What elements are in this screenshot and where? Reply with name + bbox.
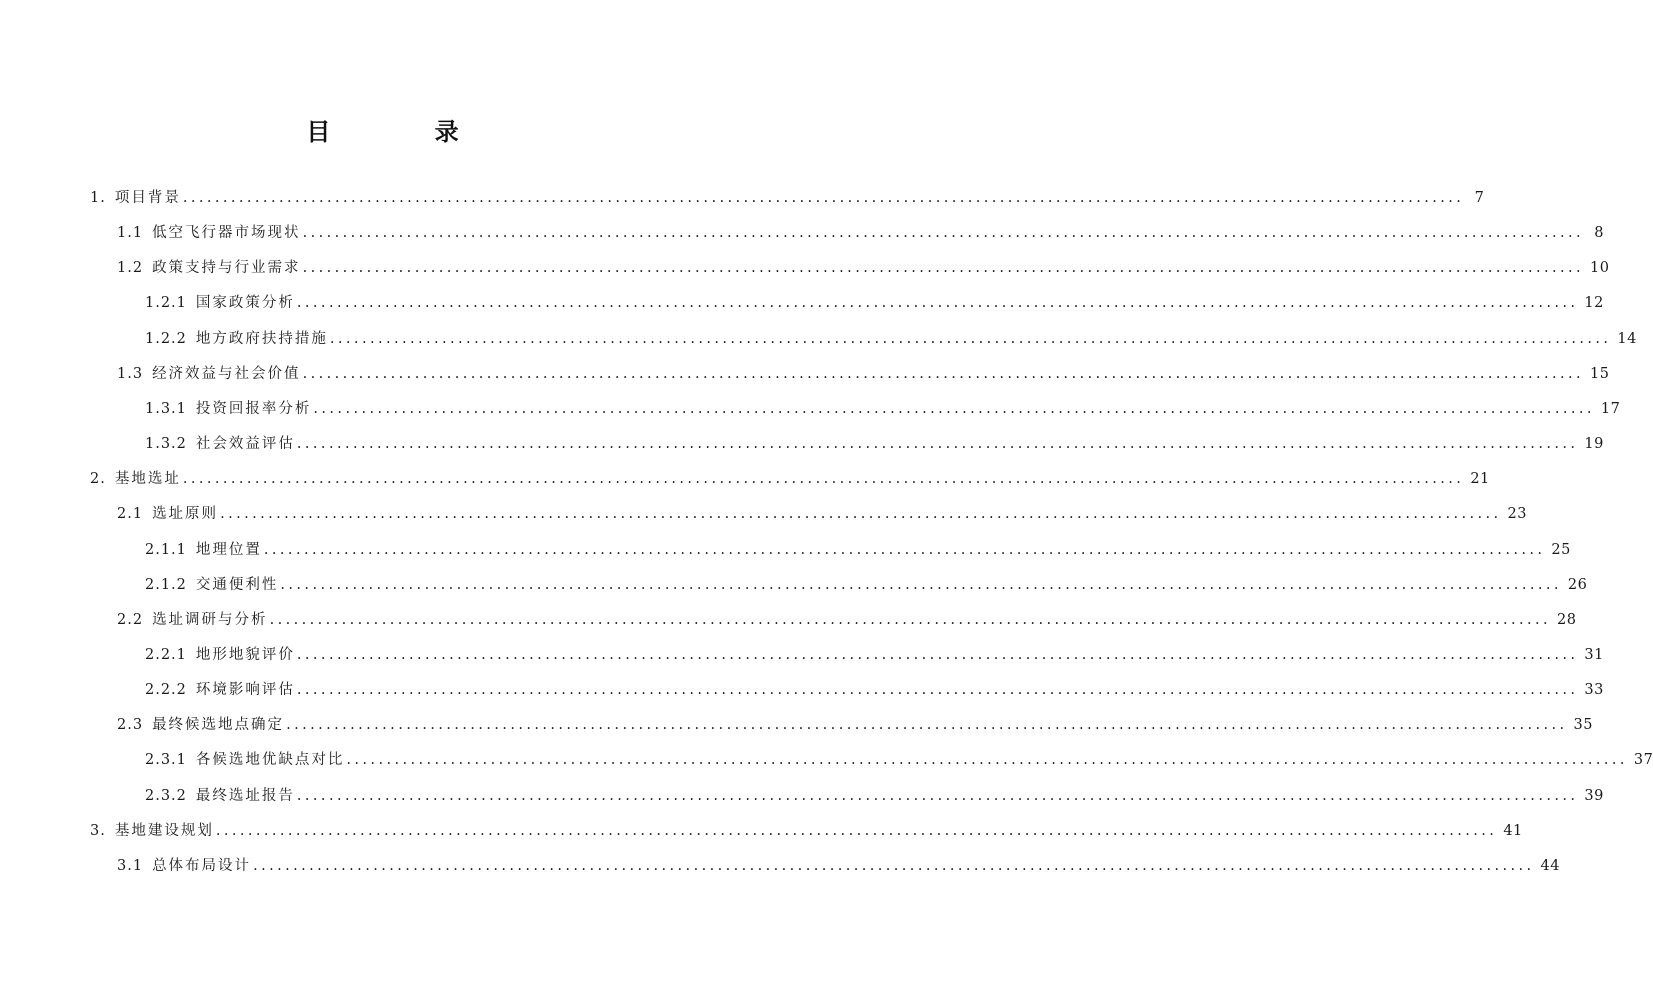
- toc-entry[interactable]: [145, 538, 1571, 562]
- toc-entry-page-number: 25: [1551, 542, 1571, 558]
- toc-entry-number: 1.3.1: [145, 401, 187, 417]
- toc-entry-title: 各候选地优缺点对比: [195, 752, 345, 768]
- toc-dot-leader: ................................................................................................................................................................: [269, 612, 1552, 628]
- toc-dot-leader: ................................................................................................................................................................: [263, 542, 1546, 558]
- toc-entry-page-number: 41: [1503, 823, 1523, 839]
- toc-dot-leader: ................................................................................................................................................................: [296, 682, 1579, 698]
- toc-entry-page-number: 37: [1633, 752, 1653, 768]
- toc-dot-leader: ................................................................................................................................................................: [302, 366, 1585, 382]
- toc-dot-leader: ................................................................................................................................................................: [296, 647, 1579, 663]
- toc-entry[interactable]: [145, 573, 1588, 597]
- toc-entry-title: 最终选址报告: [195, 788, 295, 804]
- toc-dot-leader: ................................................................................................................................................................: [296, 295, 1579, 311]
- toc-dot-leader: ................................................................................................................................................................: [182, 471, 1465, 487]
- toc-entry-number: 2.1.2: [145, 577, 187, 593]
- toc-entry-number: 2.2: [117, 612, 144, 628]
- toc-entry-page-number: 28: [1557, 612, 1577, 628]
- toc-entry-title: 总体布局设计: [152, 858, 252, 874]
- toc-dot-leader: ................................................................................................................................................................: [302, 260, 1585, 276]
- toc-entry-page-number: 15: [1590, 366, 1610, 382]
- toc-entry-title: 项目背景: [114, 190, 181, 206]
- toc-entry-number: 2.3.2: [145, 788, 187, 804]
- toc-entry-title: 选址调研与分析: [152, 612, 268, 628]
- toc-dot-leader: ................................................................................................................................................................: [296, 436, 1579, 452]
- toc-entry-page-number: 23: [1507, 506, 1527, 522]
- toc-entry[interactable]: [117, 256, 1610, 280]
- toc-entry-title: 投资回报率分析: [195, 401, 312, 417]
- toc-entry-page-number: 7: [1474, 190, 1485, 206]
- toc-entry-number: 1.1: [117, 225, 144, 241]
- toc-entry[interactable]: [117, 854, 1560, 878]
- toc-entry-number: 2.1.1: [145, 542, 187, 558]
- toc-entry-page-number: 19: [1584, 436, 1604, 452]
- toc-entry-number: 3.1: [117, 858, 144, 874]
- toc-entry[interactable]: [145, 678, 1604, 702]
- toc-entry-title: 选址原则: [152, 506, 219, 522]
- toc-entry-title: 最终候选地点确定: [152, 717, 285, 733]
- toc-entry-number: 2.2.1: [145, 647, 187, 663]
- toc-entry-page-number: 35: [1573, 717, 1593, 733]
- toc-entry[interactable]: [145, 291, 1604, 315]
- toc-dot-leader: ................................................................................................................................................................: [296, 788, 1579, 804]
- toc-entry-number: 2.2.2: [145, 682, 187, 698]
- toc-entry-title: 环境影响评估: [195, 682, 295, 698]
- toc-entry-title: 基地建设规划: [114, 823, 214, 839]
- toc-entry-number: 1.2: [117, 260, 144, 276]
- toc-entry-page-number: 17: [1600, 401, 1621, 417]
- toc-entry-page-number: 8: [1594, 225, 1605, 241]
- toc-dot-leader: ................................................................................................................................................................: [346, 752, 1628, 768]
- toc-entry-page-number: 39: [1584, 788, 1604, 804]
- toc-entry-title: 经济效益与社会价值: [152, 366, 301, 382]
- toc-entry-page-number: 33: [1584, 682, 1604, 698]
- toc-entry-title: 低空飞行器市场现状: [152, 225, 301, 241]
- toc-entry[interactable]: [145, 643, 1604, 667]
- toc-entry-page-number: 31: [1584, 647, 1604, 663]
- toc-entry-number: 1.3: [117, 366, 144, 382]
- toc-entry-page-number: 14: [1617, 331, 1637, 347]
- toc-dot-leader: ................................................................................................................................................................: [313, 401, 1595, 417]
- toc-entry-title: 地形地貌评价: [195, 647, 295, 663]
- toc-entry[interactable]: [145, 397, 1621, 421]
- toc-entry-number: 1.2.1: [145, 295, 187, 311]
- toc-dot-leader: ................................................................................................................................................................: [220, 506, 1502, 522]
- page-title: 目 录: [306, 118, 507, 146]
- toc-entry[interactable]: [145, 748, 1653, 772]
- toc-entry-title: 国家政策分析: [195, 295, 295, 311]
- toc-entry-number: 2.3.1: [145, 752, 187, 768]
- toc-entry-page-number: 21: [1470, 471, 1490, 487]
- toc-entry-page-number: 12: [1584, 295, 1604, 311]
- toc-entry[interactable]: [117, 362, 1610, 386]
- toc-dot-leader: ................................................................................................................................................................: [329, 331, 1612, 347]
- toc-entry[interactable]: [117, 608, 1577, 632]
- toc-entry-number: 2.1: [117, 506, 144, 522]
- toc-entry-title: 基地选址: [114, 471, 181, 487]
- toc-entry-page-number: 44: [1540, 858, 1560, 874]
- toc-entry[interactable]: [90, 467, 1490, 491]
- toc-dot-leader: ................................................................................................................................................................: [302, 225, 1585, 241]
- toc-entry-number: 2.3: [117, 717, 144, 733]
- toc-entry-title: 交通便利性: [195, 577, 279, 593]
- toc-entry[interactable]: [117, 502, 1527, 526]
- toc-dot-leader: ................................................................................................................................................................: [215, 823, 1498, 839]
- toc-entry-title: 社会效益评估: [195, 436, 295, 452]
- toc-entry[interactable]: [145, 327, 1637, 351]
- toc-entry-number: 1.2.2: [145, 331, 187, 347]
- toc-entry-title: 地方政府扶持措施: [195, 331, 328, 347]
- toc-entry-number: 1.: [90, 190, 106, 206]
- toc-entry-number: 2.: [90, 471, 106, 487]
- toc-dot-leader: ................................................................................................................................................................: [280, 577, 1562, 593]
- toc-entry-page-number: 26: [1567, 577, 1588, 593]
- toc-entry-title: 地理位置: [195, 542, 262, 558]
- toc-entry[interactable]: [117, 221, 1605, 245]
- toc-entry[interactable]: [145, 784, 1604, 808]
- toc-entry[interactable]: [90, 186, 1485, 210]
- toc-dot-leader: ................................................................................................................................................................: [182, 190, 1465, 206]
- toc-entry-page-number: 10: [1590, 260, 1610, 276]
- toc-entry[interactable]: [90, 819, 1523, 843]
- toc-dot-leader: ................................................................................................................................................................: [253, 858, 1535, 874]
- toc-entry[interactable]: [145, 432, 1604, 456]
- toc-entry-number: 1.3.2: [145, 436, 187, 452]
- toc-entry[interactable]: [117, 713, 1593, 737]
- toc-dot-leader: ................................................................................................................................................................: [286, 717, 1568, 733]
- toc-entry-title: 政策支持与行业需求: [152, 260, 301, 276]
- toc-entry-number: 3.: [90, 823, 106, 839]
